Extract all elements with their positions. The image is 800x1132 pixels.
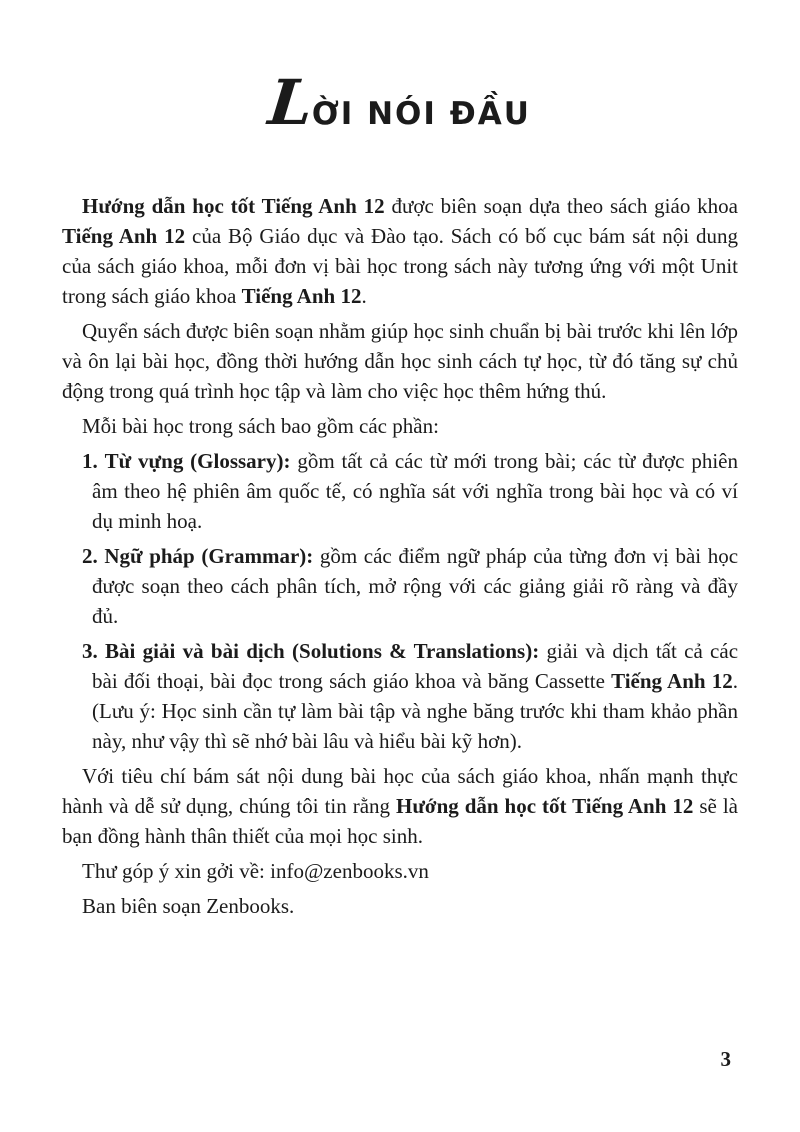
bold-text-run: Hướng dẫn học tốt Tiếng Anh 12: [82, 194, 385, 218]
text-run: Mỗi bài học trong sách bao gồm các phần:: [82, 414, 439, 438]
list-marker: 3.: [82, 639, 98, 663]
page-number: 3: [720, 1047, 731, 1071]
text-run: Quyển sách được biên soạn nhằm giúp học sinh chuẩn bị bài trước khi lên lớp và ôn lại bài học, đồng thời hướng dẫn học sinh cách tự học, từ đó tăng sự chủ động trong quá trình học tập và làm cho việc học thêm hứng thú.: [62, 319, 738, 403]
text-run: Ban biên soạn Zenbooks.: [82, 894, 295, 918]
bold-text-run: Từ vựng (Glossary):: [104, 449, 291, 473]
text-run: . (Lưu ý: Học sinh cần tự làm bài tập và nghe băng trước khi tham khảo phần này, như vậy thì sẽ nhớ bài lâu và hiểu bài kỹ hơn).: [92, 669, 739, 753]
paragraph: [62, 891, 738, 921]
title-text: ỜI NÓI ĐẦU: [311, 96, 531, 132]
paragraph: [62, 316, 738, 406]
title-initial-letter: L: [265, 66, 315, 139]
list-item: [62, 636, 738, 756]
bold-text-run: Ngữ pháp (Grammar):: [104, 544, 314, 568]
bold-text-run: Tiếng Anh 12: [62, 224, 186, 248]
bold-text-run: Hướng dẫn học tốt Tiếng Anh 12: [396, 794, 694, 818]
paragraph: [62, 191, 738, 311]
text-run: Thư góp ý xin gởi về: info@zenbooks.vn: [82, 859, 429, 883]
list-marker: 1.: [82, 449, 98, 473]
text-run: .: [361, 284, 367, 308]
text-run: gồm tất cả các từ mới trong bài; các từ được phiên âm theo hệ phiên âm quốc tế, có nghĩa sát với nghĩa trong bài học và có ví dụ minh hoạ.: [92, 449, 738, 533]
list-item: [62, 446, 738, 536]
paragraph: [62, 411, 738, 441]
text-run: giải và dịch tất cả các bài đối thoại, bài đọc trong sách giáo khoa và băng Cassette: [92, 639, 739, 693]
list-item: [62, 541, 738, 631]
text-run: của Bộ Giáo dục và Đào tạo. Sách có bố cục bám sát nội dung của sách giáo khoa, mỗi đơn vị bài học trong sách này tương ứng với một Unit trong sách giáo khoa: [62, 224, 739, 308]
text-run: Với tiêu chí bám sát nội dung bài học của sách giáo khoa, nhấn mạnh thực hành và dễ sử dụng, chúng tôi tin rằng: [62, 764, 738, 818]
bold-text-run: Bài giải và bài dịch (Solutions & Translations):: [105, 639, 540, 663]
page-title: [0, 66, 800, 139]
list-marker: 2.: [82, 544, 98, 568]
text-run: được biên soạn dựa theo sách giáo khoa: [384, 194, 738, 218]
text-run: sẽ là bạn đồng hành thân thiết của mọi học sinh.: [62, 794, 738, 848]
bold-text-run: Tiếng Anh 12: [241, 284, 362, 308]
bold-text-run: Tiếng Anh 12: [611, 669, 733, 693]
paragraph: [62, 761, 738, 851]
text-run: gồm các điểm ngữ pháp của từng đơn vị bài học được soạn theo cách phân tích, mở rộng với các giảng giải rõ ràng và đầy đủ.: [92, 544, 739, 628]
preface-body: [62, 191, 738, 926]
paragraph: [62, 856, 738, 886]
